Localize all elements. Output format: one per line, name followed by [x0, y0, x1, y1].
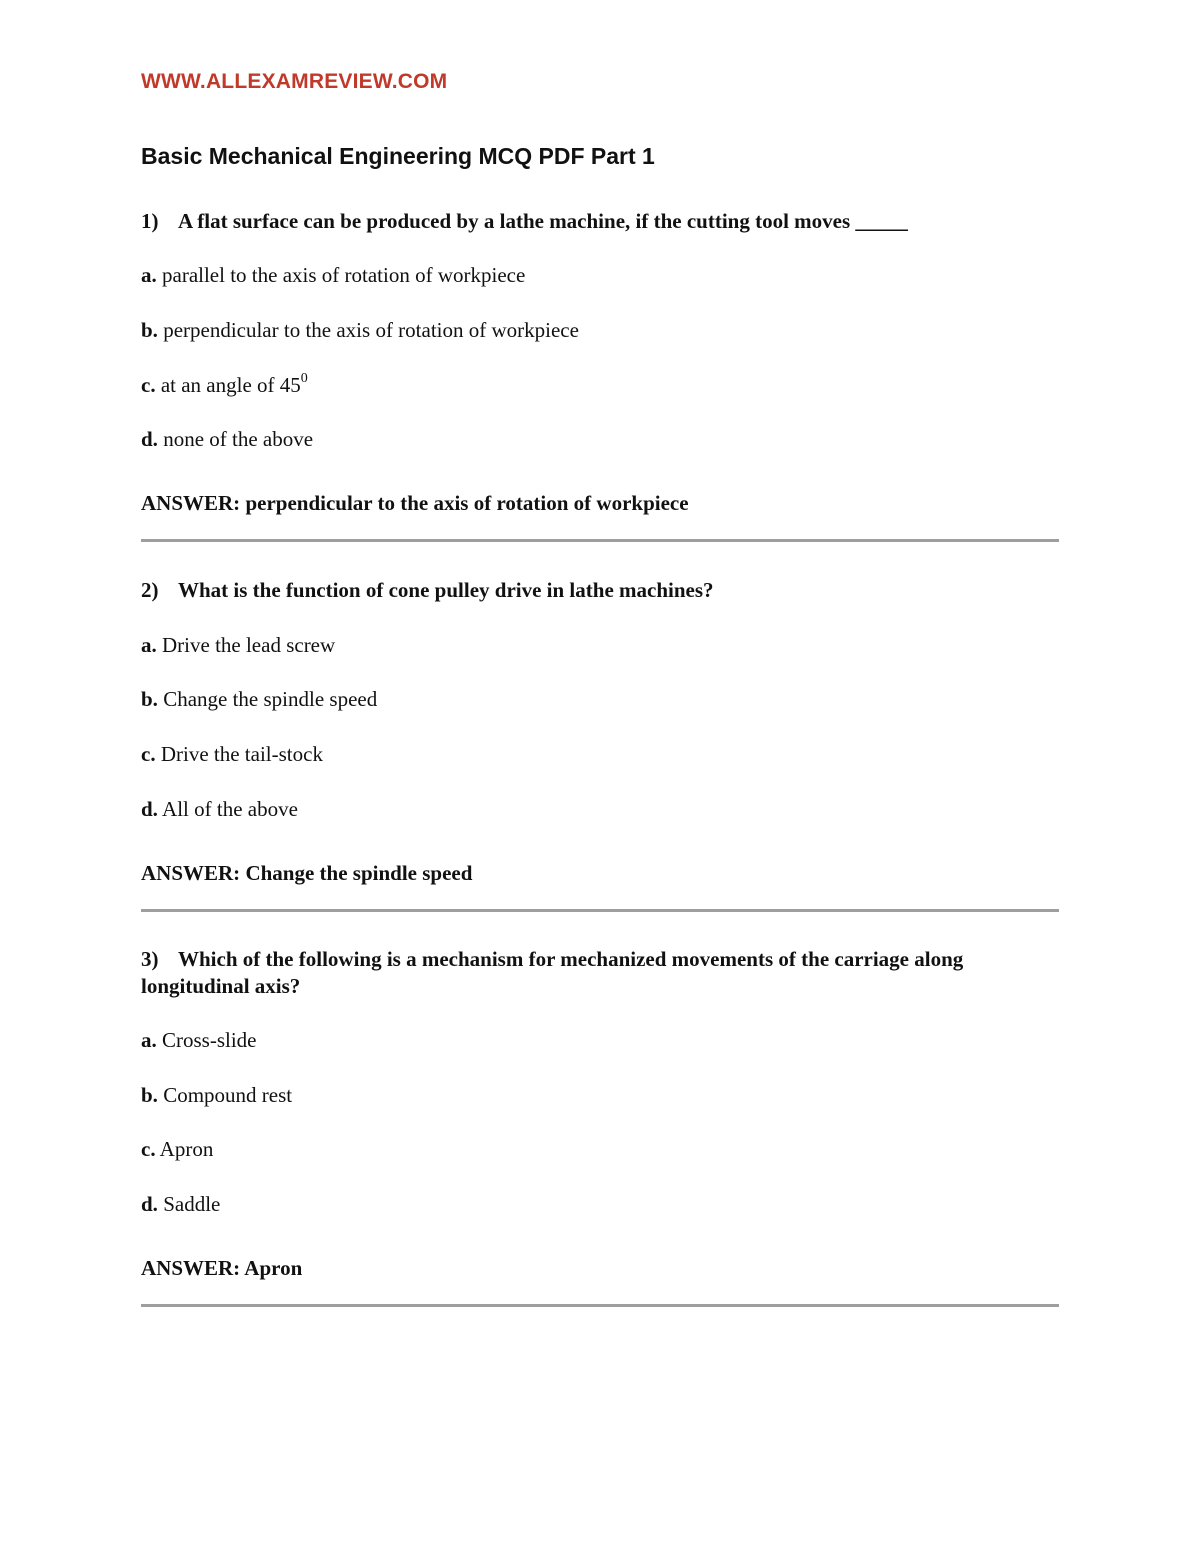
- option-letter: d.: [141, 427, 158, 451]
- option-text: Compound rest: [163, 1083, 293, 1107]
- option-2d: [141, 796, 298, 823]
- answer-1: [141, 490, 689, 517]
- divider: [141, 1304, 1059, 1307]
- answer-label: ANSWER:: [141, 861, 241, 885]
- option-letter: a.: [141, 263, 157, 287]
- option-text: All of the above: [162, 797, 298, 821]
- superscript: 0: [300, 371, 308, 386]
- question-2: [141, 577, 1061, 604]
- question-text: Which of the following is a mechanism for mechanized movements of the carriage along longitudinal axis?: [141, 947, 964, 998]
- option-letter: c.: [141, 742, 156, 766]
- option-letter: c.: [141, 1137, 156, 1161]
- option-1b: [141, 317, 579, 344]
- option-3b: [141, 1082, 292, 1109]
- option-text: at an angle of 45: [160, 373, 301, 397]
- option-letter: d.: [141, 797, 158, 821]
- option-text: none of the above: [163, 427, 314, 451]
- question-text: A flat surface can be produced by a lathe machine, if the cutting tool moves _____: [178, 209, 908, 233]
- option-text: Drive the tail-stock: [160, 742, 323, 766]
- option-letter: b.: [141, 1083, 158, 1107]
- page-title: Basic Mechanical Engineering MCQ PDF Part 1: [141, 143, 655, 169]
- option-1a: [141, 262, 525, 289]
- question-text: What is the function of cone pulley drive in lathe machines?: [178, 578, 714, 602]
- answer-text: perpendicular to the axis of rotation of workpiece: [245, 491, 689, 515]
- option-letter: c.: [141, 373, 156, 397]
- option-3c: [141, 1136, 213, 1163]
- option-text: Change the spindle speed: [163, 687, 378, 711]
- answer-text: Change the spindle speed: [245, 861, 473, 885]
- answer-text: Apron: [244, 1256, 303, 1280]
- option-text: perpendicular to the axis of rotation of workpiece: [163, 318, 579, 342]
- option-text: Cross-slide: [162, 1028, 257, 1052]
- option-text: Apron: [159, 1137, 214, 1161]
- option-letter: b.: [141, 687, 158, 711]
- answer-label: ANSWER:: [141, 491, 241, 515]
- site-url: WWW.ALLEXAMREVIEW.COM: [141, 70, 448, 93]
- question-number: 2): [141, 578, 159, 602]
- option-3d: [141, 1191, 220, 1218]
- question-number: 1): [141, 209, 159, 233]
- option-text: Saddle: [163, 1192, 221, 1216]
- divider: [141, 909, 1059, 912]
- option-1c: [141, 372, 308, 399]
- option-letter: a.: [141, 633, 157, 657]
- option-3a: [141, 1027, 257, 1054]
- option-2a: [141, 632, 335, 659]
- answer-3: [141, 1255, 302, 1282]
- option-letter: a.: [141, 1028, 157, 1052]
- question-number: 3): [141, 947, 159, 971]
- answer-2: [141, 860, 472, 887]
- option-1d: [141, 426, 313, 453]
- answer-label: ANSWER:: [141, 1256, 241, 1280]
- option-text: parallel to the axis of rotation of workpiece: [162, 263, 526, 287]
- question-1: [141, 208, 1061, 235]
- option-letter: d.: [141, 1192, 158, 1216]
- question-3: [141, 946, 1061, 1000]
- option-2b: [141, 686, 377, 713]
- divider: [141, 539, 1059, 542]
- option-text: Drive the lead screw: [162, 633, 336, 657]
- option-2c: [141, 741, 323, 768]
- option-letter: b.: [141, 318, 158, 342]
